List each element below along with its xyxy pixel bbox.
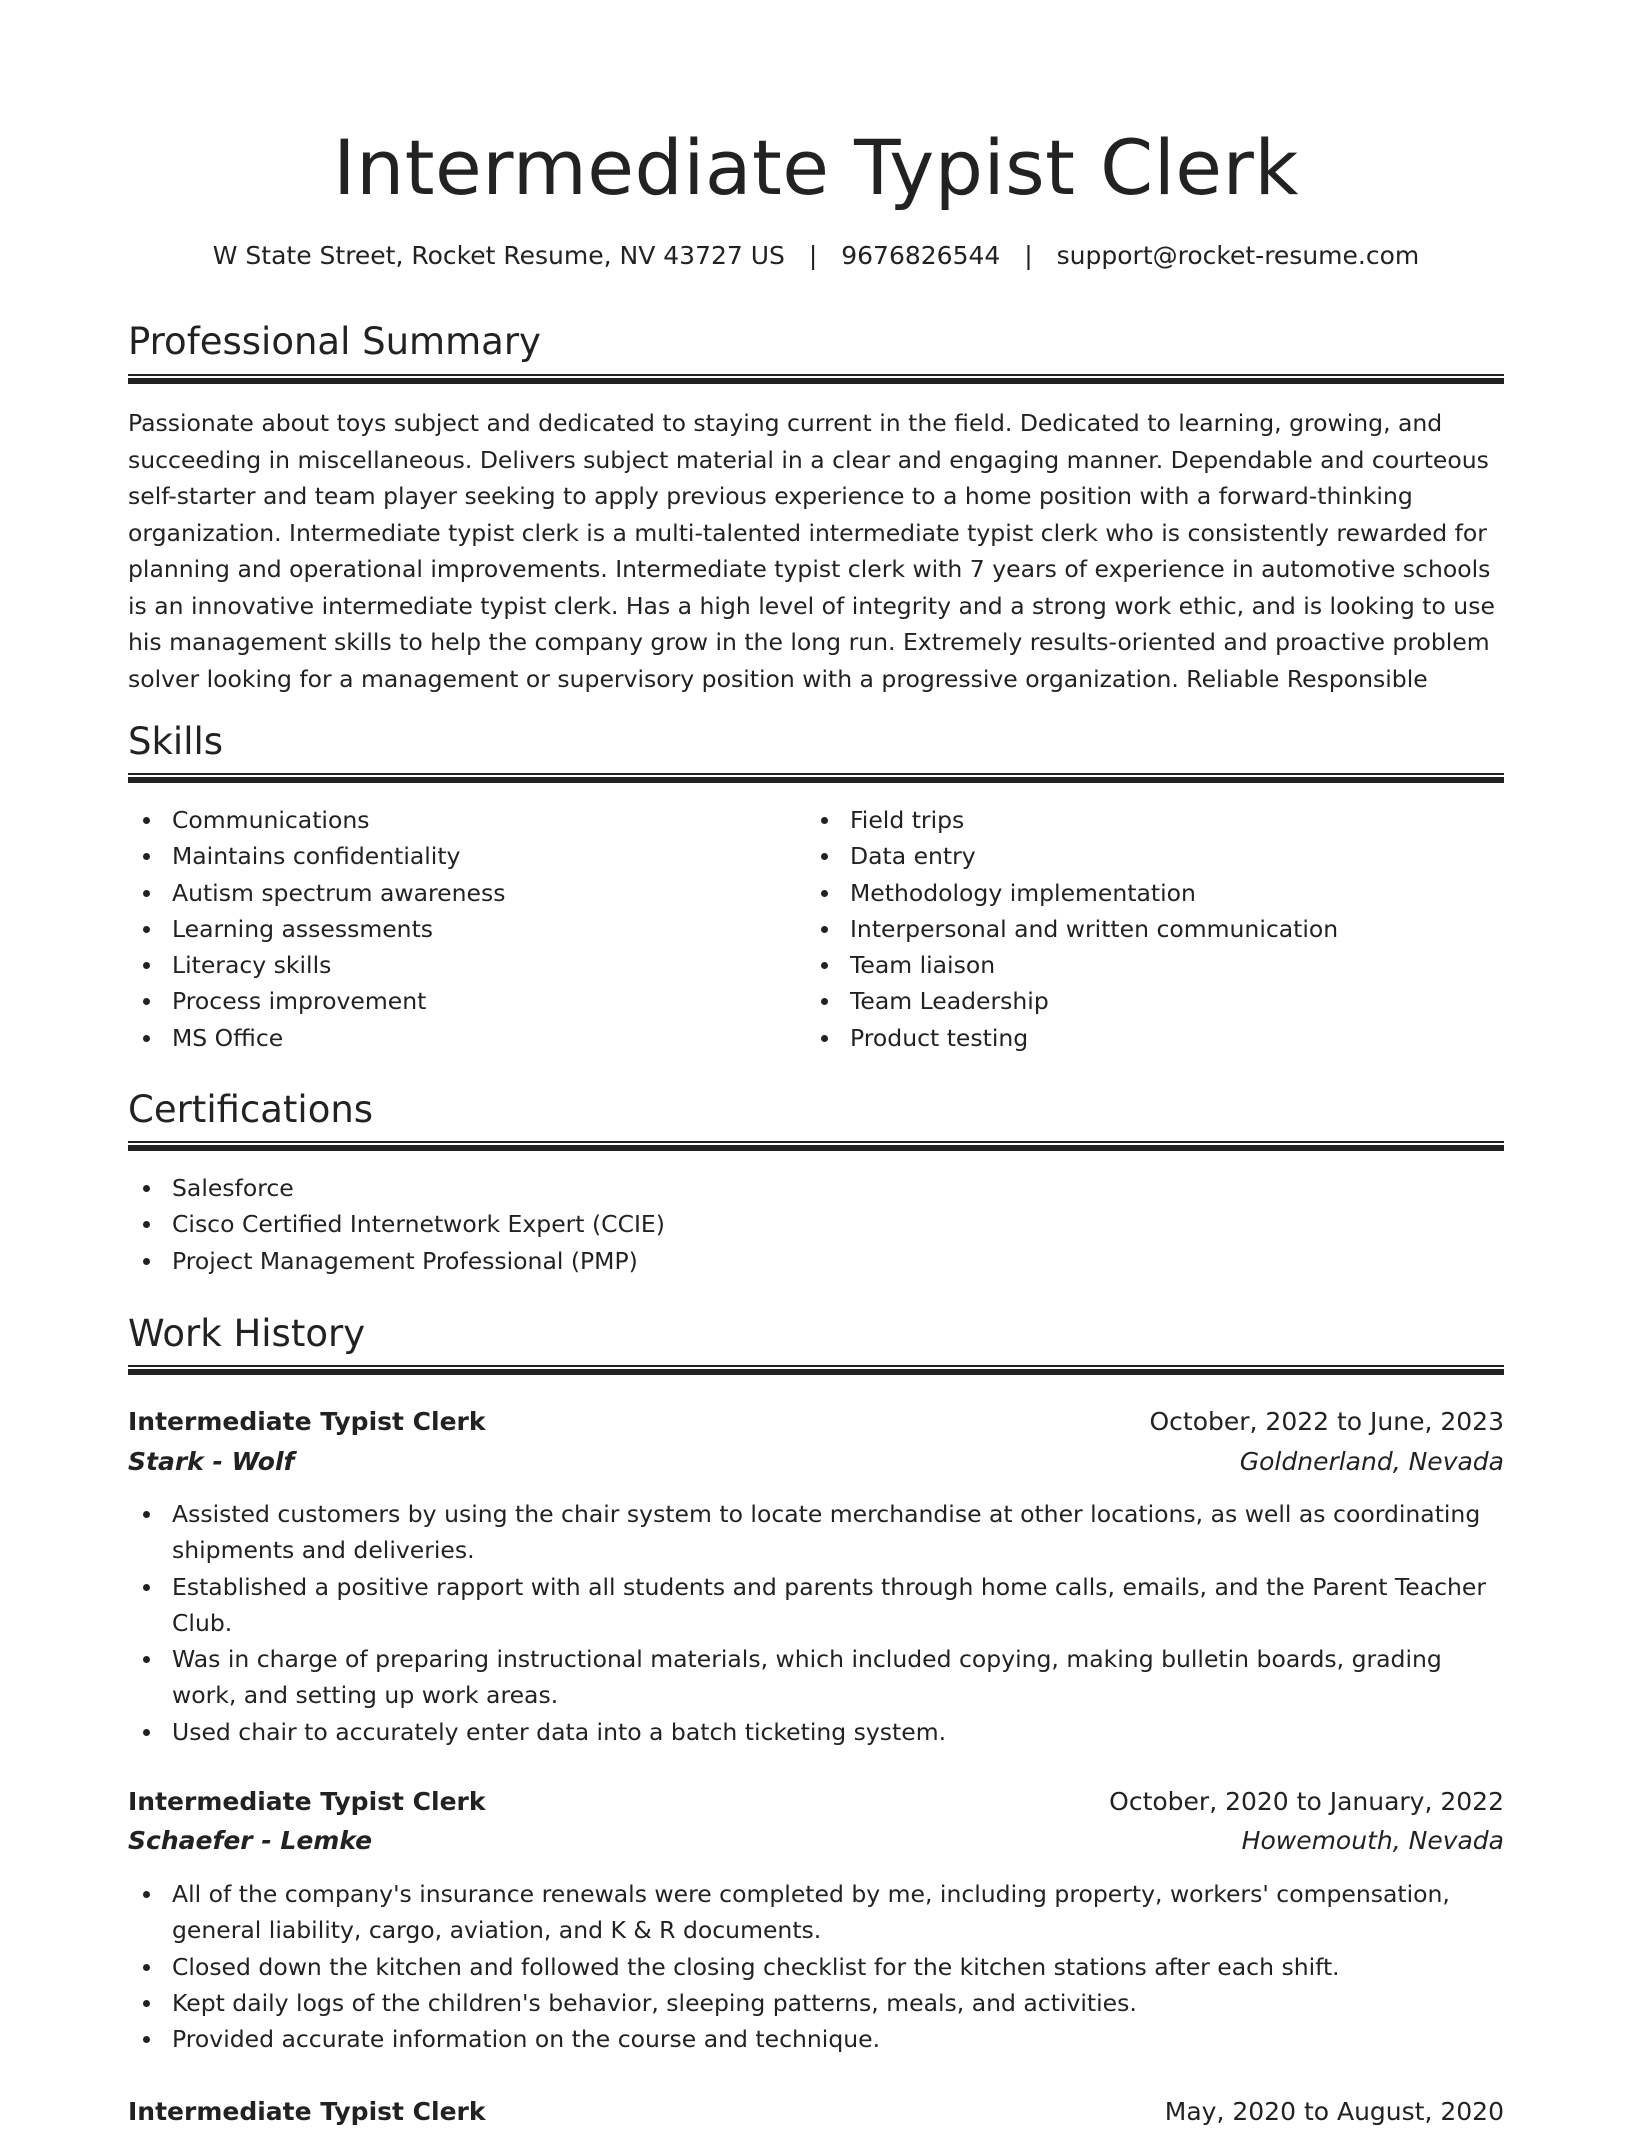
skill-item: Field trips	[806, 802, 1504, 838]
contact-address: W State Street, Rocket Resume, NV 43727 US	[212, 241, 785, 270]
job-bullets	[128, 1496, 1504, 1750]
skill-item: Autism spectrum awareness	[128, 875, 798, 911]
resume-title: Intermediate Typist Clerk	[333, 123, 1299, 212]
certification-item: Cisco Certified Internetwork Expert (CCIE)	[128, 1206, 1504, 1242]
job-bullet: Kept daily logs of the children's behavior, sleeping patterns, meals, and activities.	[128, 1985, 1504, 2021]
section-divider	[128, 1141, 1504, 1151]
job-title: Intermediate Typist Clerk	[128, 1787, 486, 1816]
job-header	[128, 1782, 1504, 1822]
section-divider	[128, 374, 1504, 384]
job-bullet: Established a positive rapport with all students and parents through home calls, emails, and the Parent Teacher Club.	[128, 1569, 1504, 1642]
job-company: Schaefer - Lemke	[128, 1826, 373, 1855]
skill-item: Methodology implementation	[806, 875, 1504, 911]
job-company: Stark - Wolf	[128, 1447, 295, 1476]
skills-list-right	[806, 802, 1504, 1056]
skill-item: MS Office	[128, 1020, 798, 1056]
job-bullet: Used chair to accurately enter data into a batch ticketing system.	[128, 1714, 1504, 1750]
skill-item: Interpersonal and written communication	[806, 911, 1504, 947]
skill-item: Team Leadership	[806, 983, 1504, 1019]
skill-item: Communications	[128, 802, 798, 838]
job-location: Goldnerland, Nevada	[1239, 1447, 1504, 1476]
certification-item: Project Management Professional (PMP)	[128, 1243, 1504, 1279]
skills-list-left	[128, 802, 798, 1056]
job-bullet: Assisted customers by using the chair system to locate merchandise at other locations, as well as coordinating shipments and deliveries.	[128, 1496, 1504, 1569]
contact-email: support@rocket-resume.com	[1056, 241, 1420, 270]
contact-separator: |	[1024, 241, 1033, 270]
certifications-heading: Certifications	[128, 1088, 374, 1131]
contact-phone: 9676826544	[841, 241, 1001, 270]
job-location: Howemouth, Nevada	[1241, 1826, 1504, 1855]
certification-item: Salesforce	[128, 1170, 1504, 1206]
certifications-list	[128, 1170, 1504, 1279]
skills-heading: Skills	[128, 720, 224, 763]
job-subheader	[128, 1821, 1504, 1861]
job-dates: May, 2020 to August, 2020	[1164, 2097, 1504, 2126]
job-header	[128, 1402, 1504, 1442]
job-bullets	[128, 1876, 1504, 2057]
job-subheader	[128, 1442, 1504, 1482]
job-header	[128, 2092, 1504, 2132]
job-dates: October, 2022 to June, 2023	[1149, 1407, 1504, 1436]
job-title: Intermediate Typist Clerk	[128, 1407, 486, 1436]
skill-item: Data entry	[806, 838, 1504, 874]
summary-text: Passionate about toys subject and dedicated to staying current in the field. Dedicated to learning, growing, and succeeding in miscellaneous. Delivers subject material in a clear and engaging manner. Dependable and courteous self-starter and team player seeking to apply previous experience to a home position with a forward-thinking organization. Intermediate typist clerk is a multi-talented intermediate typist clerk who is consistently rewarded for planning and operational improvements. Intermediate typist clerk with 7 years of experience in automotive schools is an innovative intermediate typist clerk. Has a high level of integrity and a strong work ethic, and is looking to use his management skills to help the company grow in the long run. Extremely results-oriented and proactive problem solver looking for a management or supervisory position with a progressive organization. Reliable Responsible	[128, 409, 1495, 693]
skill-item: Team liaison	[806, 947, 1504, 983]
skill-item: Product testing	[806, 1020, 1504, 1056]
skill-item: Literacy skills	[128, 947, 798, 983]
job-bullet: Provided accurate information on the course and technique.	[128, 2021, 1504, 2057]
section-divider	[128, 773, 1504, 783]
contact-line	[128, 236, 1504, 276]
job-bullet: Was in charge of preparing instructional materials, which included copying, making bulletin boards, grading work, and setting up work areas.	[128, 1641, 1504, 1714]
skill-item: Learning assessments	[128, 911, 798, 947]
job-title: Intermediate Typist Clerk	[128, 2097, 486, 2126]
summary-heading: Professional Summary	[128, 320, 541, 363]
skill-item: Process improvement	[128, 983, 798, 1019]
work-history-heading: Work History	[128, 1312, 366, 1355]
job-dates: October, 2020 to January, 2022	[1109, 1787, 1504, 1816]
job-bullet: All of the company's insurance renewals were completed by me, including property, workers' compensation, general liability, cargo, aviation, and K & R documents.	[128, 1876, 1504, 1949]
contact-separator: |	[808, 241, 818, 270]
job-bullet: Closed down the kitchen and followed the closing checklist for the kitchen stations after each shift.	[128, 1949, 1504, 1985]
skill-item: Maintains confidentiality	[128, 838, 798, 874]
section-divider	[128, 1365, 1504, 1375]
